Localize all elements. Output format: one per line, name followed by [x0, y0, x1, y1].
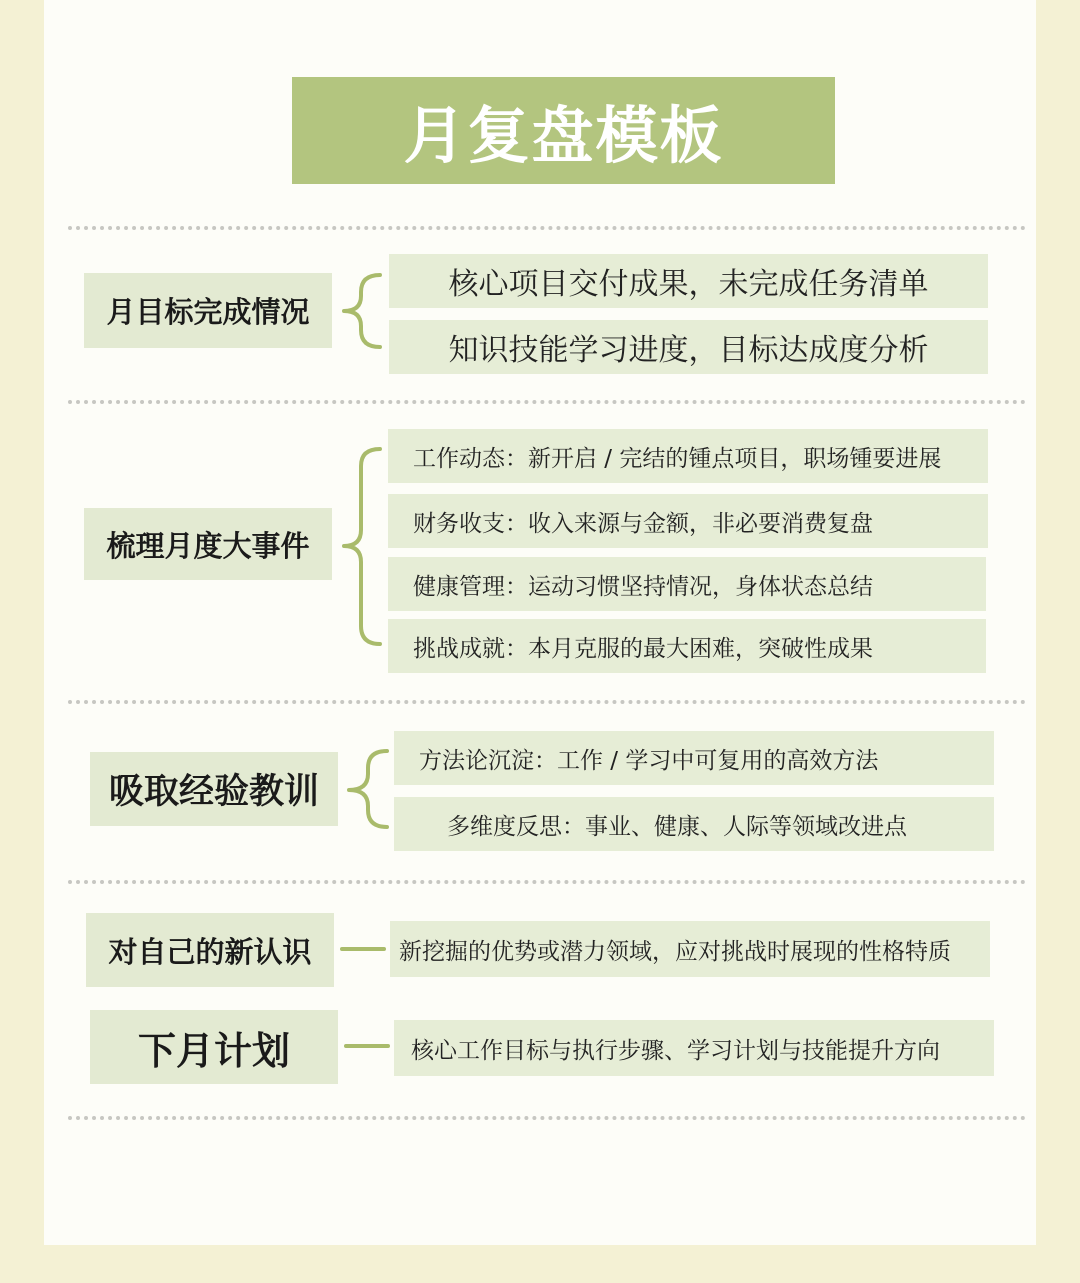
bracket — [349, 751, 387, 827]
bracket — [344, 449, 380, 644]
section-label-self-awareness: 对自己的新认识 — [86, 913, 334, 987]
section-label-monthly-events: 梳理月度大事件 — [84, 508, 332, 580]
list-item: 新挖掘的优势或潜力领域，应对挑战时展现的性格特质 — [390, 921, 990, 977]
section-label-lessons: 吸取经验教训 — [90, 752, 338, 826]
section-label-monthly-goals: 月目标完成情况 — [84, 273, 332, 348]
list-item: 健康管理：运动习惯坚持情况，身体状态总结 — [388, 557, 986, 611]
list-item: 核心项目交付成果，未完成任务清单 — [389, 254, 988, 308]
section-label-next-month-plan: 下月计划 — [90, 1010, 338, 1084]
list-item: 多维度反思：事业、健康、人际等领域改进点 — [394, 797, 994, 851]
list-item: 财务收支：收入来源与金额，非必要消费复盘 — [388, 494, 988, 548]
list-item: 方法论沉淀：工作 / 学习中可复用的高效方法 — [394, 731, 994, 785]
list-item: 知识技能学习进度，目标达成度分析 — [389, 320, 988, 374]
page-title: 月复盘模板 — [292, 77, 835, 184]
list-item: 核心工作目标与执行步骤、学习计划与技能提升方向 — [394, 1020, 994, 1076]
list-item: 工作动态：新开启 / 完结的锺点项目，职场锺要进展 — [388, 429, 988, 483]
list-item: 挑战成就：本月克服的最大困难，突破性成果 — [388, 619, 986, 673]
bracket — [344, 275, 380, 347]
